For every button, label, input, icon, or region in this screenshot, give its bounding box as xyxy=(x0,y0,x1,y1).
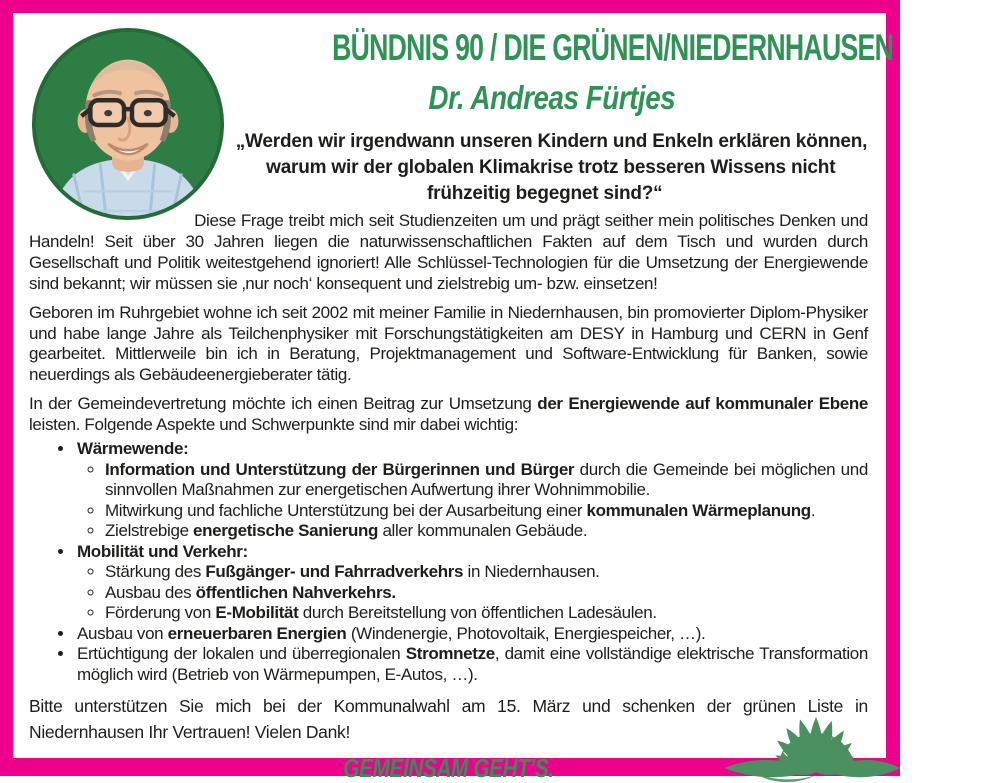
goals-intro-paragraph: In der Gemeindevertretung möchte ich einen Beitrag zur Umsetzung der Energiewende auf kommunaler Ebene leisten. Folgende Aspekte und Schwerpunkte sind mir dabei wichtig: xyxy=(29,394,868,434)
goal-item: • Ertüchtigung der lokalen und überregionalen Stromnetze, damit eine vollständige elektrische Transformation möglich wird (Betrieb von Wärmepumpen, E-Autos, …). xyxy=(75,644,868,685)
goal-sublist xyxy=(77,562,868,624)
closing-paragraph: Bitte unterstützen Sie mich bei der Kommunalwahl am 15. März und schenken der grünen Liste in Niedernhausen Ihr Vertrauen! Vielen Dank! xyxy=(29,696,868,742)
page-title: BÜNDNIS 90 / DIE GRÜNEN/NIEDERNHAUSEN xyxy=(331,27,893,68)
slogan: GEMEINSAM GEHT’S. xyxy=(343,753,554,783)
sunflower-logo-icon xyxy=(722,680,900,776)
goal-item: • Mobilität und Verkehr: ◦ Stärkung des Fußgänger- und Fahrradverkehrs in Niedernhausen. ◦ Ausbau des öffentlichen Nahverkehrs. ◦ Förderung von E-Mobilität durch Bereitstellung von öffentlichen Ladesäulen. xyxy=(75,542,868,624)
goal-subitem: ◦ Förderung von E-Mobilität durch Bereitstellung von öffentlichen Ladesäulen. xyxy=(105,603,868,624)
candidate-photo xyxy=(29,25,227,223)
goal-subitem: ◦ Stärkung des Fußgänger- und Fahrradverkehrs in Niedernhausen. xyxy=(105,562,868,583)
goal-item: • Wärmewende: ◦ Information und Unterstützung der Bürgerinnen und Bürger durch die Gemeinde bei möglichen und sinnvollen Maßnahmen zur energetischen Aufwertung ihrer Wohnimmobilie. ◦ Mitwirkung und fachliche Unterstützung bei der Ausarbeitung einer kommunalen Wärmeplanung. ◦ Zielstrebige energetische Sanierung aller kommunalen Gebäude. xyxy=(75,439,868,542)
candidate-portrait-illustration xyxy=(29,25,227,223)
goal-subitem: ◦ Zielstrebige energetische Sanierung aller kommunalen Gebäude. xyxy=(105,521,868,542)
goal-subitem: ◦ Mitwirkung und fachliche Unterstützung bei der Ausarbeitung einer kommunalen Wärmeplanung. xyxy=(105,501,868,522)
goal-sublist xyxy=(77,460,868,542)
flyer-content-sheet xyxy=(13,13,893,783)
candidate-name: Dr. Andreas Fürtjes xyxy=(428,79,675,116)
goal-subitem: ◦ Information und Unterstützung der Bürgerinnen und Bürger durch die Gemeinde bei möglichen und sinnvollen Maßnahmen zur energetischen Aufwertung ihrer Wohnimmobilie. xyxy=(105,460,868,501)
bio-paragraph: Geboren im Ruhrgebiet wohne ich seit 2002 mit meiner Familie in Niedernhausen, bin promovierter Diplom-Physiker und habe lange Jahre als Teilchenphysiker mit Forschungstätigkeiten am DESY in Hamburg und CERN in Genf gearbeitet. Mittlerweile bin ich in Beratung, Projektmanagement und Software-Entwicklung für Banken, sowie neuerdings als Gebäudeenergieberater tätig. xyxy=(29,303,868,384)
goals-list xyxy=(29,439,868,685)
goal-subitem: ◦ Ausbau des öffentlichen Nahverkehrs. xyxy=(105,583,868,604)
intro-paragraph: Diese Frage treibt mich seit Studienzeiten um und prägt seither mein politisches Denken und Handeln! Seit über 30 Jahren liegen die naturwissenschaftlichen Fakten auf dem Tisch und wurden durch Gesellschaft und Politik weitestgehend ignoriert! Alle Schlüssel-Technologien für die Umsetzung der Energiewende sind bekannt; wir müssen sie ‚nur noch‘ konsequent und zielstrebig um- bzw. einsetzen! xyxy=(29,211,868,293)
candidate-quote: „Werden wir irgendwann unseren Kindern und Enkeln erklären können, warum wir der globalen Klimakrise trotz besseren Wissens nicht frühzeitig begegnet sind?“ xyxy=(235,131,868,204)
goal-item: • Ausbau von erneuerbaren Energien (Windenergie, Photovoltaik, Energiespeicher, …). xyxy=(75,624,868,645)
